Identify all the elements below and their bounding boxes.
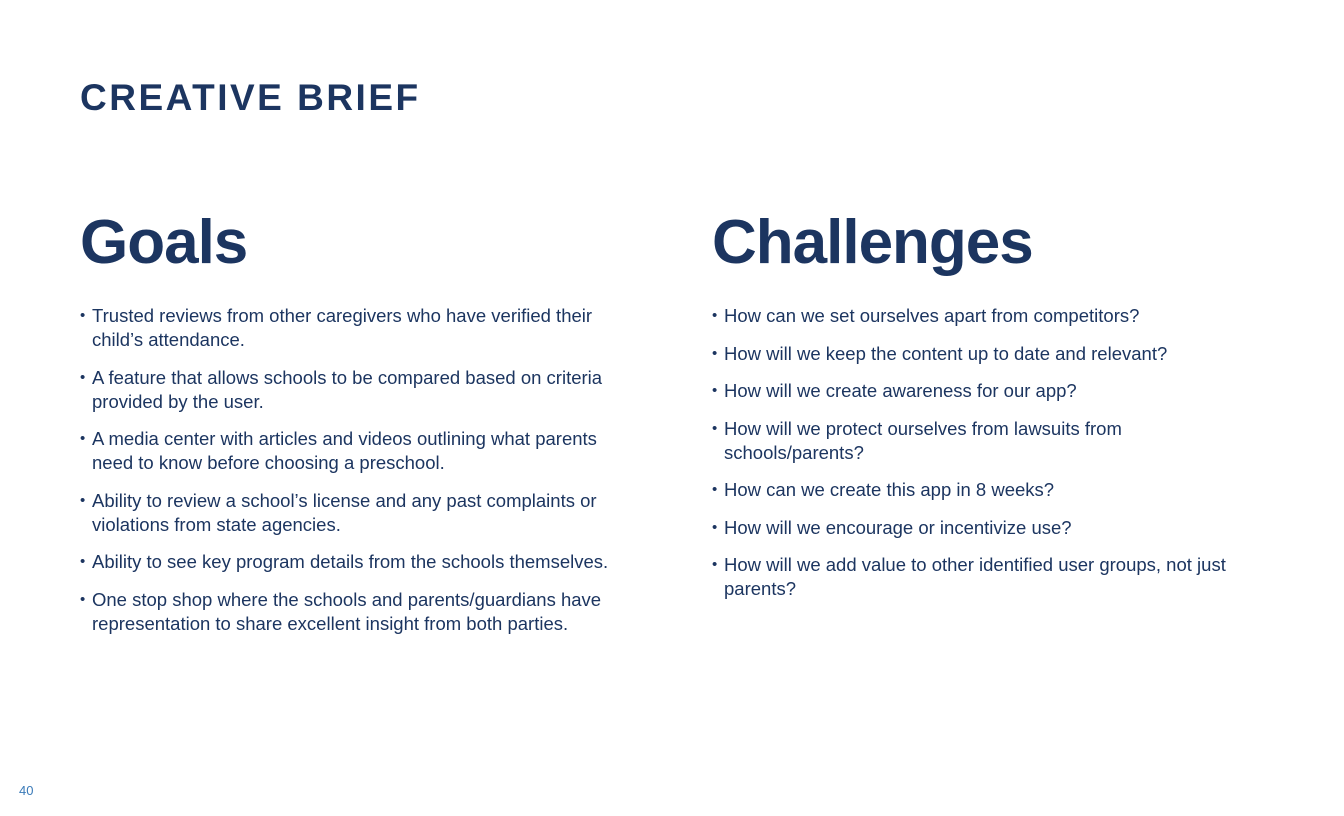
challenges-list [712,304,1232,601]
goal-item: • A media center with articles and videos outlining what parents need to know before choosing a preschool. [80,427,625,475]
challenge-item: • How will we protect ourselves from lawsuits from schools/parents? [712,417,1232,465]
goals-heading: Goals [80,208,248,277]
challenge-item: • How can we create this app in 8 weeks? [712,478,1232,502]
goal-item: • One stop shop where the schools and parents/guardians have representation to share excellent insight from both parties. [80,588,625,636]
page-number: 40 [19,783,34,798]
challenge-item: • How will we keep the content up to date and relevant? [712,342,1232,366]
page-title: CREATIVE BRIEF [80,77,421,118]
challenges-heading: Challenges [712,208,1033,277]
challenge-item: • How will we encourage or incentivize use? [712,516,1232,540]
challenge-item: • How will we add value to other identified user groups, not just parents? [712,553,1232,601]
goals-section [80,206,625,649]
goal-item: • Ability to review a school’s license and any past complaints or violations from state agencies. [80,489,625,537]
goal-item: • Trusted reviews from other caregivers who have verified their child’s attendance. [80,304,625,352]
goal-item: • Ability to see key program details from the schools themselves. [80,550,625,574]
challenge-item: • How can we set ourselves apart from competitors? [712,304,1232,328]
goal-item: • A feature that allows schools to be compared based on criteria provided by the user. [80,366,625,414]
goals-list [80,304,625,636]
challenges-section [712,206,1232,615]
challenge-item: • How will we create awareness for our app? [712,379,1232,403]
